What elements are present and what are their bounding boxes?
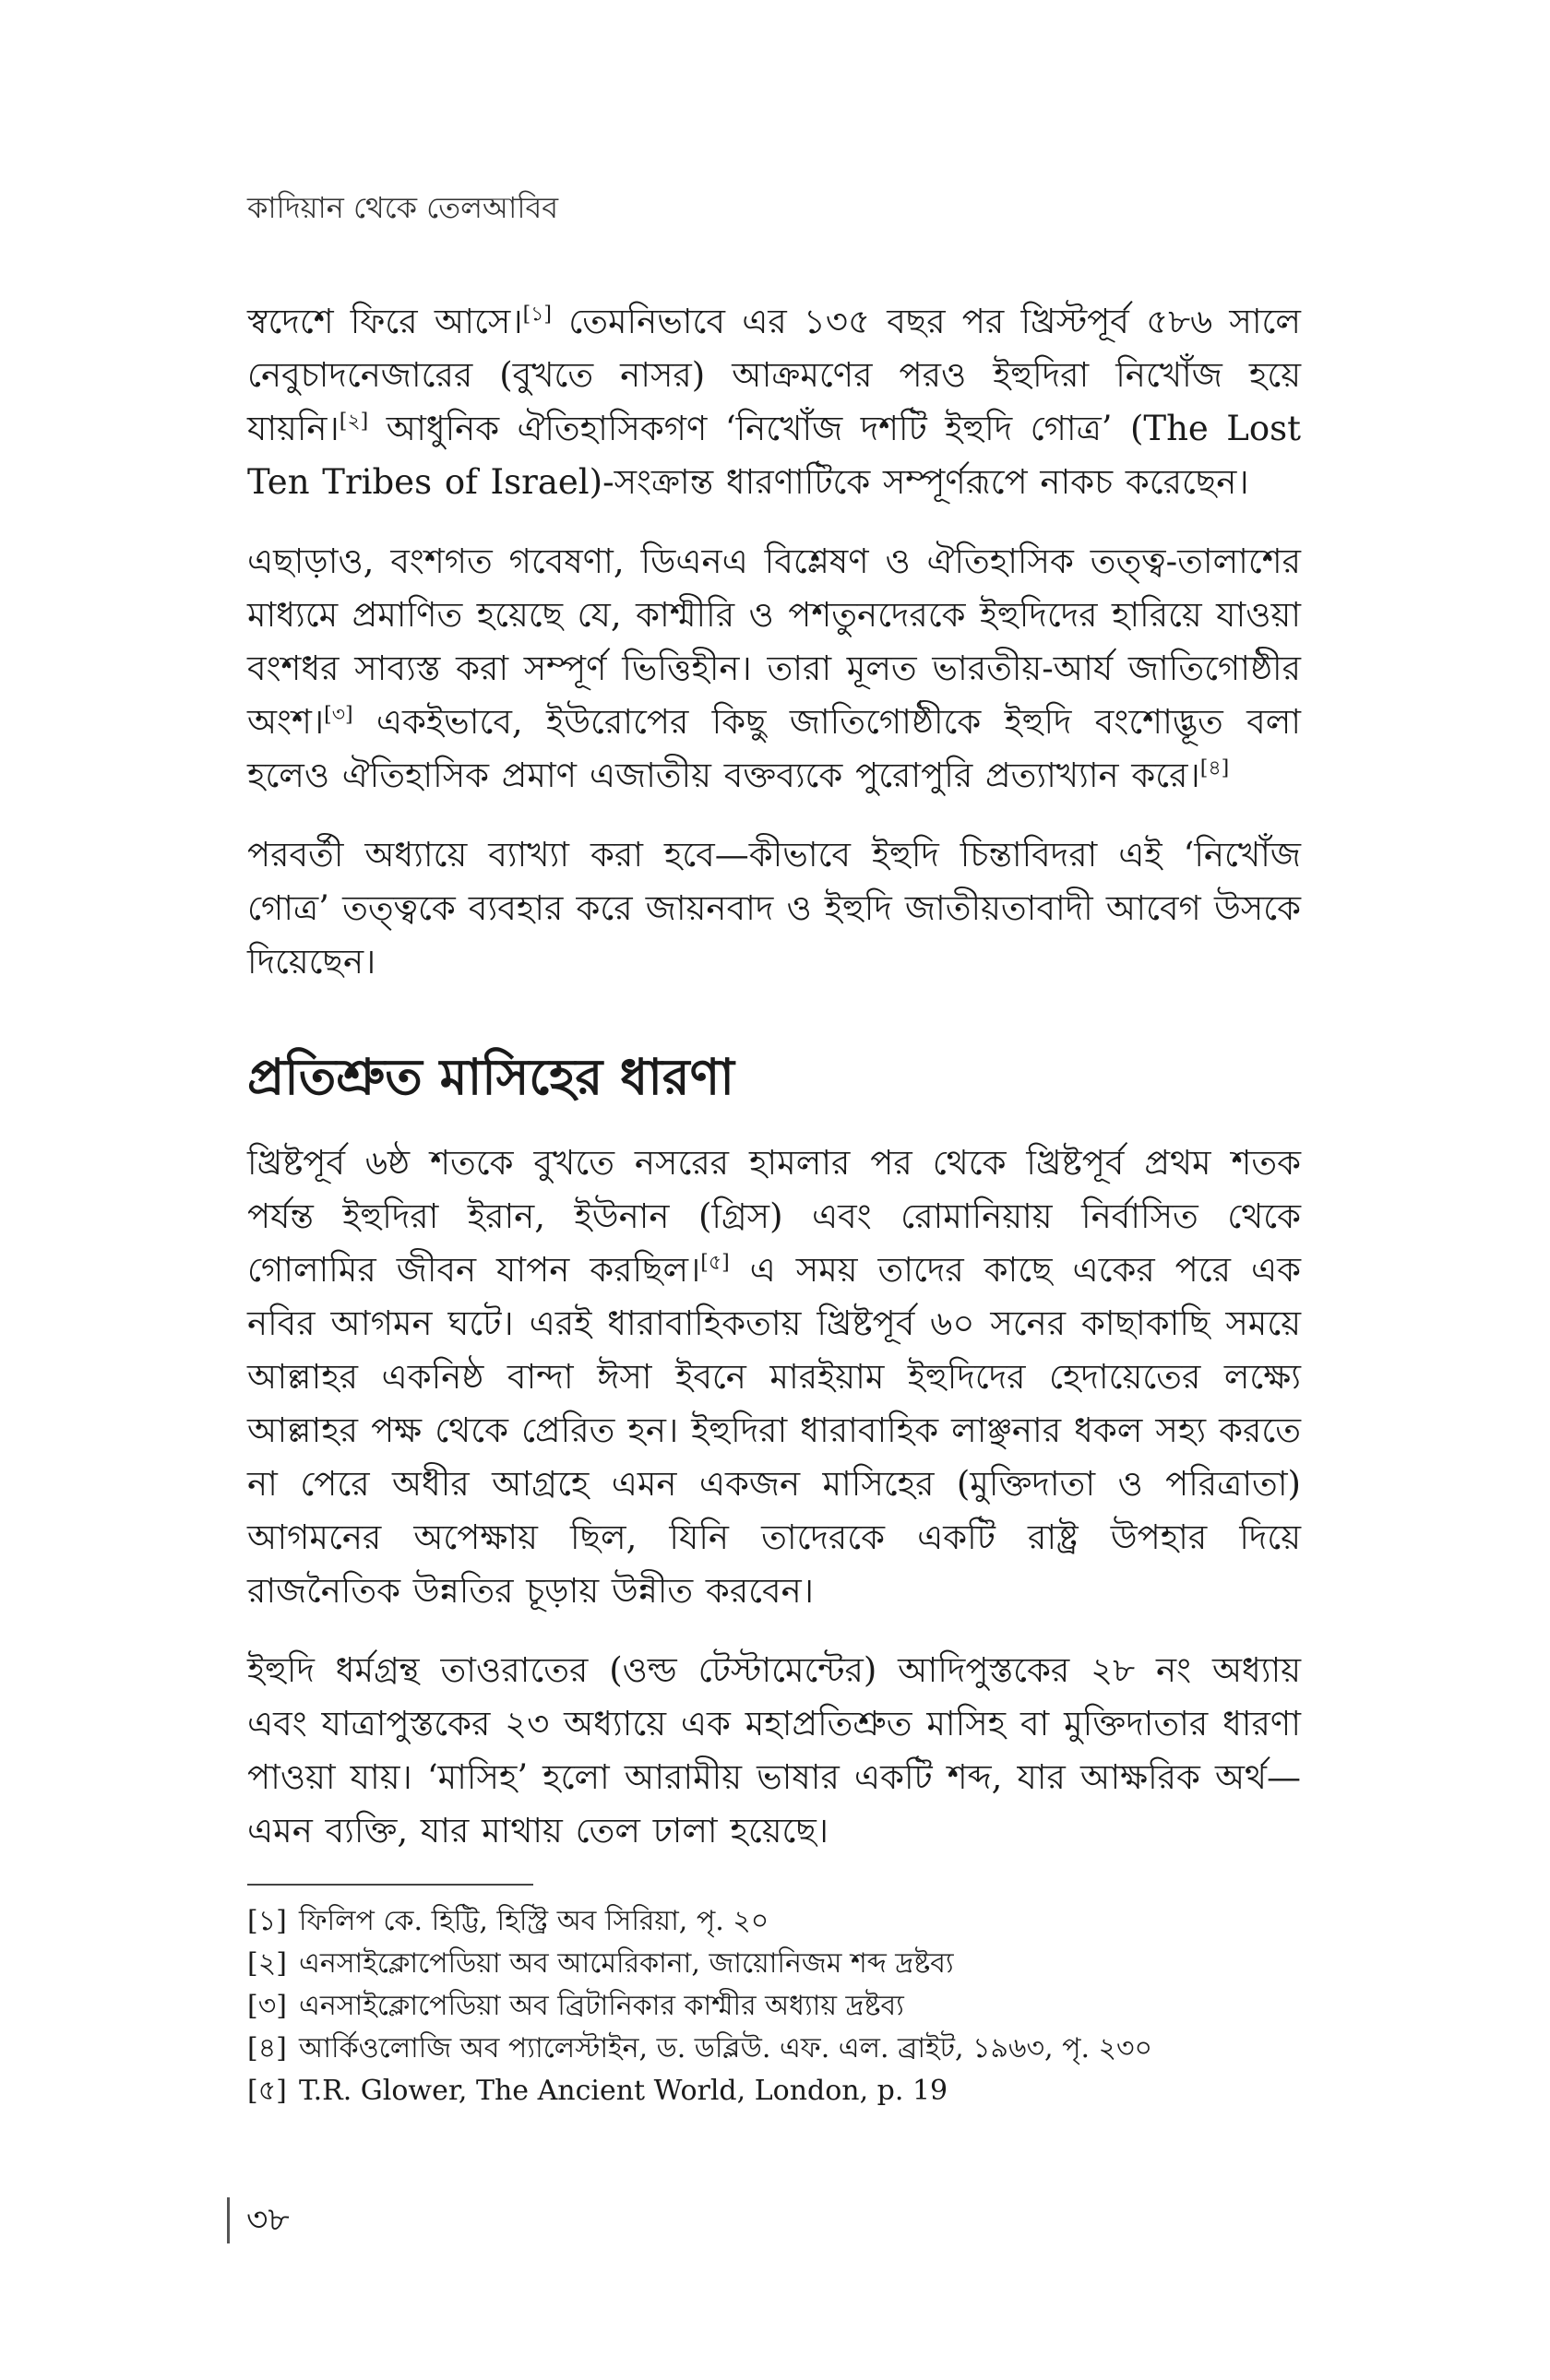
paragraph-text: এছাড়াও, বংশগত গবেষণা, ডিএনএ বিশ্লেষণ ও ঐতিহাসিক তত্ত্ব-তালাশের মাধ্যমে প্রমাণিত হয়েছে যে, কাশ্মীরি ও পশতুনদেরকে ইহুদিদের হারিয়ে যাওয়া বংশধর সাব্যস্ত করা সম্পূর্ণ ভিত্তিহীন। তারা মূলত ভারতীয়-আর্য জাতিগোষ্ঠীর অংশ।: [247, 541, 1301, 742]
intro-paragraphs: [247, 295, 1301, 989]
paragraph: [247, 1136, 1301, 1618]
paragraph: [247, 535, 1301, 803]
footnote: [247, 1943, 1301, 1985]
footnote-text: আর্কিওলোজি অব প্যালেস্টাইন, ড. ডব্লিউ. এফ. এল. ব্রাইট, ১৯৬৩, পৃ. ২৩০: [299, 2032, 1153, 2065]
paragraph-text: আধুনিক ঐতিহাসিকগণ ‘নিখোঁজ দশটি ইহুদি গোত্র’ (The Lost Ten Tribes of Israel)-সংক্রান্ত ধারণাটিকে সম্পূর্ণরূপে নাকচ করেছেন।: [247, 409, 1301, 502]
paragraph-text: তেমনিভাবে এর ১৩৫ বছর পর খ্রিস্টপূর্ব ৫৮৬ সালে নেবুচাদনেজারের (বুখতে নাসর) আক্রমণের পরও ইহুদিরা নিখোঁজ হয়ে যায়নি।: [247, 302, 1301, 448]
paragraph-text: খ্রিষ্টপূর্ব ৬ষ্ঠ শতকে বুখতে নসরের হামলার পর থেকে খ্রিষ্টপূর্ব প্রথম শতক পর্যন্ত ইহুদিরা ইরান, ইউনান (গ্রিস) এবং রোমানিয়ায় নির্বাসিত থেকে গোলামির জীবন যাপন করছিল।: [247, 1143, 1301, 1290]
section-paragraphs: [247, 1136, 1301, 1858]
footnote-ref[interactable]: [৪]: [1199, 756, 1230, 780]
footnote-ref[interactable]: [২]: [339, 410, 369, 434]
running-header: কাদিয়ান থেকে তেলআবিব: [247, 190, 559, 225]
footnote-ref[interactable]: [১]: [522, 303, 553, 327]
paragraph-text: পরবর্তী অধ্যায়ে ব্যাখ্যা করা হবে—কীভাবে ইহুদি চিন্তাবিদরা এই ‘নিখোঁজ গোত্র’ তত্ত্বকে ব্যবহার করে জায়নবাদ ও ইহুদি জাতীয়তাবাদী আবেগ উসকে দিয়েছেন।: [247, 835, 1301, 982]
paragraph-text: এ সময় তাদের কাছে একের পরে এক নবির আগমন ঘটে। এরই ধারাবাহিকতায় খ্রিষ্টপূর্ব ৬০ সনের কাছাকাছি সময়ে আল্লাহর একনিষ্ঠ বান্দা ঈসা ইবনে মারইয়াম ইহুদিদের হেদায়েতের লক্ষ্যে আল্লাহর পক্ষ থেকে প্রেরিত হন। ইহুদিরা ধারাবাহিক লাঞ্ছনার ধকল সহ্য করতে না পেরে অধীর আগ্রহে এমন একজন মাসিহের (মুক্তিদাতা ও পরিত্রাতা) আগমনের অপেক্ষায় ছিল, যিনি তাদেরকে একটি রাষ্ট্র উপহার দিয়ে রাজনৈতিক উন্নতির চূড়ায় উন্নীত করবেন।: [247, 1250, 1301, 1611]
page-number: ৩৮: [227, 2197, 290, 2243]
paragraph: [247, 295, 1301, 509]
footnote-number: [৩]: [247, 1990, 287, 2022]
paragraph: [247, 1644, 1301, 1858]
body-text: [247, 295, 1301, 2112]
footnote: [247, 2028, 1301, 2070]
footnote: [247, 1985, 1301, 2028]
footnote-text: এনসাইক্লোপেডিয়া অব ব্রিটানিকার কাশ্মীর অধ্যায় দ্রষ্টব্য: [299, 1990, 904, 2022]
footnote: [247, 2070, 1301, 2112]
footnote-text: T.R. Glower, The Ancient World, London, p. 19: [299, 2075, 948, 2107]
footnote-text: ফিলিপ কে. হিট্টি, হিস্ট্রি অব সিরিয়া, পৃ. ২০: [299, 1905, 769, 1937]
paragraph-text: স্বদেশে ফিরে আসে।: [247, 302, 523, 341]
footnotes: [247, 1900, 1301, 2112]
section-heading: প্রতিশ্রুত মাসিহের ধারণা: [247, 1047, 734, 1106]
paragraph-text: ইহুদি ধর্মগ্রন্থ তাওরাতের (ওল্ড টেস্টামেন্টের) আদিপুস্তকের ২৮ নং অধ্যায় এবং যাত্রাপুস্তকের ২৩ অধ্যায়ে এক মহাপ্রতিশ্রুত মাসিহ বা মুক্তিদাতার ধারণা পাওয়া যায়। ‘মাসিহ’ হলো আরামীয় ভাষার একটি শব্দ, যার আক্ষরিক অর্থ—এমন ব্যক্তি, যার মাথায় তেল ঢালা হয়েছে।: [247, 1650, 1301, 1850]
footnote-number: [৪]: [247, 2032, 287, 2065]
footnote-number: [২]: [247, 1947, 287, 1980]
footnote-number: [৫]: [247, 2075, 287, 2107]
footnote-rule: [247, 1884, 533, 1886]
paragraph: [247, 828, 1301, 989]
footnote-number: [১]: [247, 1905, 287, 1937]
footnote-text: এনসাইক্লোপেডিয়া অব আমেরিকানা, জায়োনিজম শব্দ দ্রষ্টব্য: [299, 1947, 954, 1980]
footnote: [247, 1900, 1301, 1943]
footnote-ref[interactable]: [৫]: [700, 1251, 730, 1275]
footnote-ref[interactable]: [৩]: [324, 703, 353, 727]
paragraph-text: একইভাবে, ইউরোপের কিছু জাতিগোষ্ঠীকে ইহুদি বংশোদ্ভূত বলা হলেও ঐতিহাসিক প্রমাণ এজাতীয় বক্তব্যকে পুরোপুরি প্রত্যাখ্যান করে।: [247, 702, 1301, 795]
